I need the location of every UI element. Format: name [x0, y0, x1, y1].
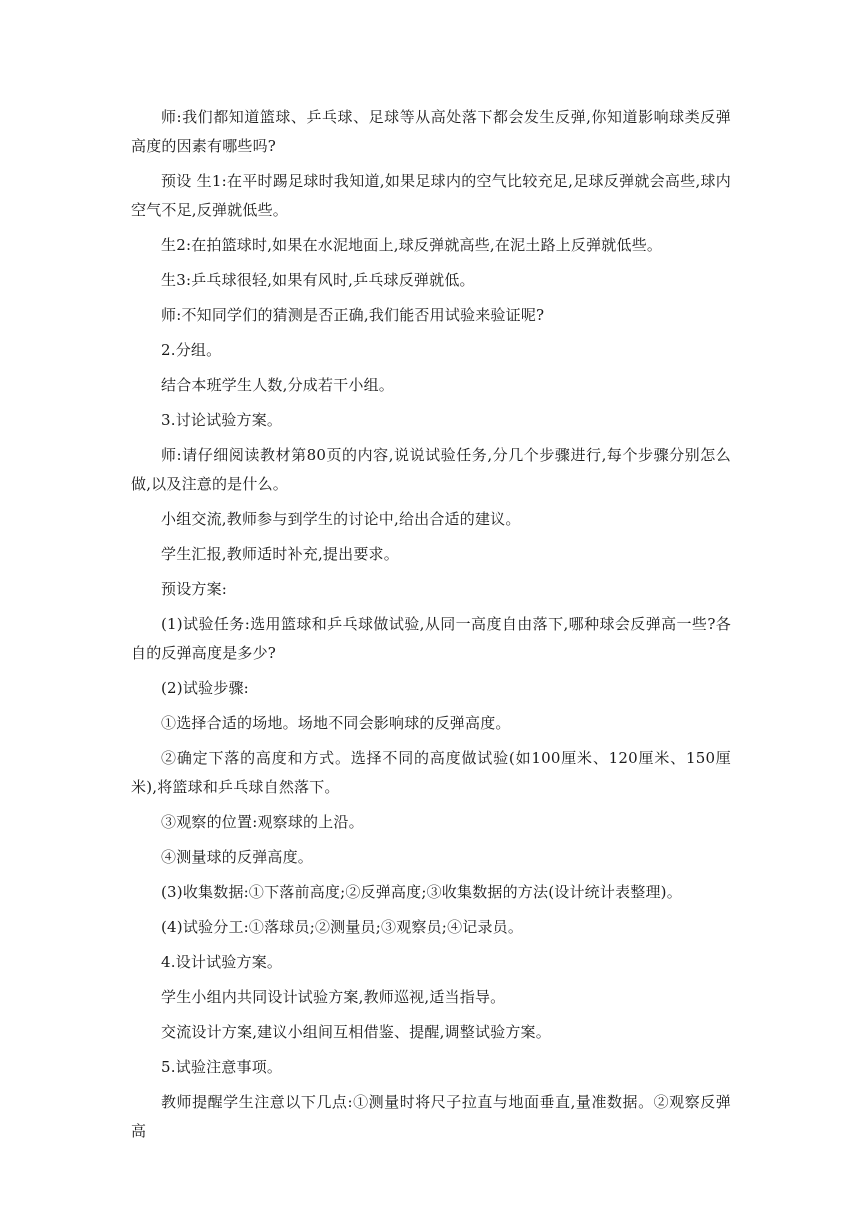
list-item: (3)收集数据:①下落前高度;②反弹高度;③收集数据的方法(设计统计表整理)。 — [161, 883, 682, 901]
list-item: (2)试验步骤: — [161, 679, 249, 697]
paragraph: 生2:在拍篮球时,如果在水泥地面上,球反弹就高些,在泥土路上反弹就低些。 — [161, 236, 663, 254]
section-heading: 4.设计试验方案。 — [161, 953, 283, 971]
list-item: (1)试验任务:选用篮球和乒乓球做试验,从同一高度自由落下,哪种球会反弹高一些?各自的反弹高度是多少? — [131, 615, 731, 662]
paragraph: 结合本班学生人数,分成若干小组。 — [161, 376, 394, 394]
paragraph: 学生汇报,教师适时补充,提出要求。 — [161, 545, 399, 563]
paragraph: 师:我们都知道篮球、乒乓球、足球等从高处落下都会发生反弹,你知道影响球类反弹高度的因素有哪些吗? — [131, 108, 731, 155]
paragraph: 预设 生1:在平时踢足球时我知道,如果足球内的空气比较充足,足球反弹就会高些,球内空气不足,反弹就低些。 — [131, 172, 731, 219]
list-item: ②确定下落的高度和方式。选择不同的高度做试验(如100厘米、120厘米、150厘米),将篮球和乒乓球自然落下。 — [131, 749, 731, 796]
list-item: ③观察的位置:观察球的上沿。 — [161, 813, 364, 831]
section-heading: 2.分组。 — [161, 341, 222, 359]
paragraph: 交流设计方案,建议小组间互相借鉴、提醒,调整试验方案。 — [161, 1023, 551, 1041]
list-item: (4)试验分工:①落球员;②测量员;③观察员;④记录员。 — [161, 918, 524, 936]
paragraph: 教师提醒学生注意以下几点:①测量时将尺子拉直与地面垂直,量准数据。②观察反弹高 — [131, 1093, 731, 1140]
section-heading: 3.讨论试验方案。 — [161, 411, 283, 429]
section-heading: 5.试验注意事项。 — [161, 1058, 283, 1076]
paragraph: 学生小组内共同设计试验方案,教师巡视,适当指导。 — [161, 988, 506, 1006]
list-item: ①选择合适的场地。场地不同会影响球的反弹高度。 — [161, 714, 511, 732]
document-body — [131, 103, 731, 1152]
paragraph: 生3:乒乓球很轻,如果有风时,乒乓球反弹就低。 — [161, 271, 475, 289]
paragraph: 师:请仔细阅读教材第80页的内容,说说试验任务,分几个步骤进行,每个步骤分别怎么做,以及注意的是什么。 — [131, 446, 731, 493]
list-item: ④测量球的反弹高度。 — [161, 848, 314, 866]
paragraph: 师:不知同学们的猜测是否正确,我们能否用试验来验证呢? — [161, 306, 545, 324]
paragraph: 小组交流,教师参与到学生的讨论中,给出合适的建议。 — [161, 510, 521, 528]
paragraph: 预设方案: — [161, 580, 228, 598]
